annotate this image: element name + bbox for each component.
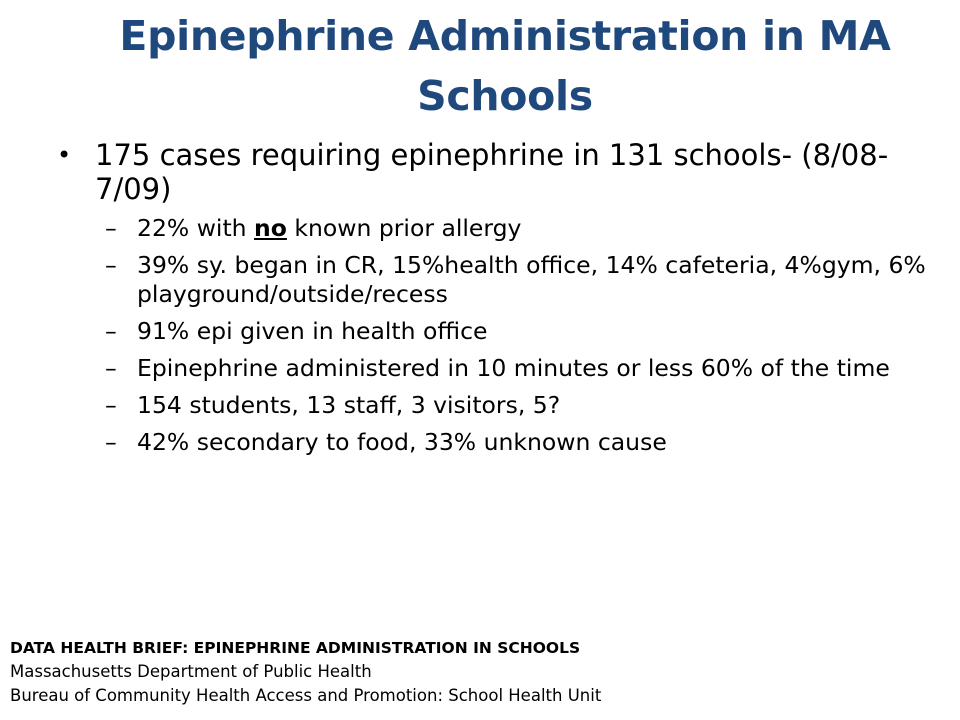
subitem-text: 154 students, 13 staff, 3 visitors, 5? [137,391,561,419]
subitem-text-after: known prior allergy [286,214,522,242]
dash-icon: – [105,317,117,345]
slide-body [57,138,927,465]
subitem-text: 91% epi given in health office [137,317,488,345]
subitem-epi-location [57,317,927,346]
slide-footer [10,636,601,708]
subitem-text: Epinephrine administered in 10 minutes or less 60% of the time [137,354,890,382]
subitem-cause [57,428,927,457]
footer-department: Massachusetts Department of Public Health [10,662,372,681]
subitem-text: 39% sy. began in CR, 15%health office, 14% cafeteria, 4%gym, 6% playground/outside/recess [137,251,926,308]
dash-icon: – [105,214,117,242]
subitem-epi-timing [57,354,927,383]
footer-brief-title: DATA HEALTH BRIEF: EPINEPHRINE ADMINISTRATION IN SCHOOLS [10,639,581,657]
bullet-dot-icon: • [57,141,72,169]
dash-icon: – [105,251,117,279]
subitem-text-before: 22% with [137,214,255,242]
bullet-main-text: 175 cases requiring epinephrine in 131 schools- (8/08-7/09) [95,138,889,206]
subitem-symptom-location [57,251,927,309]
subitem-text: 42% secondary to food, 33% unknown cause [137,428,667,456]
dash-icon: – [105,391,117,419]
subitem-prior-allergy [57,214,927,243]
bullet-main [57,138,927,206]
footer-bureau: Bureau of Community Health Access and Promotion: School Health Unit [10,686,602,705]
subitem-population [57,391,927,420]
dash-icon: – [105,354,117,382]
subitem-emphasis: no [254,214,287,242]
dash-icon: – [105,428,117,456]
slide-title: Epinephrine Administration in MA Schools [119,12,891,120]
